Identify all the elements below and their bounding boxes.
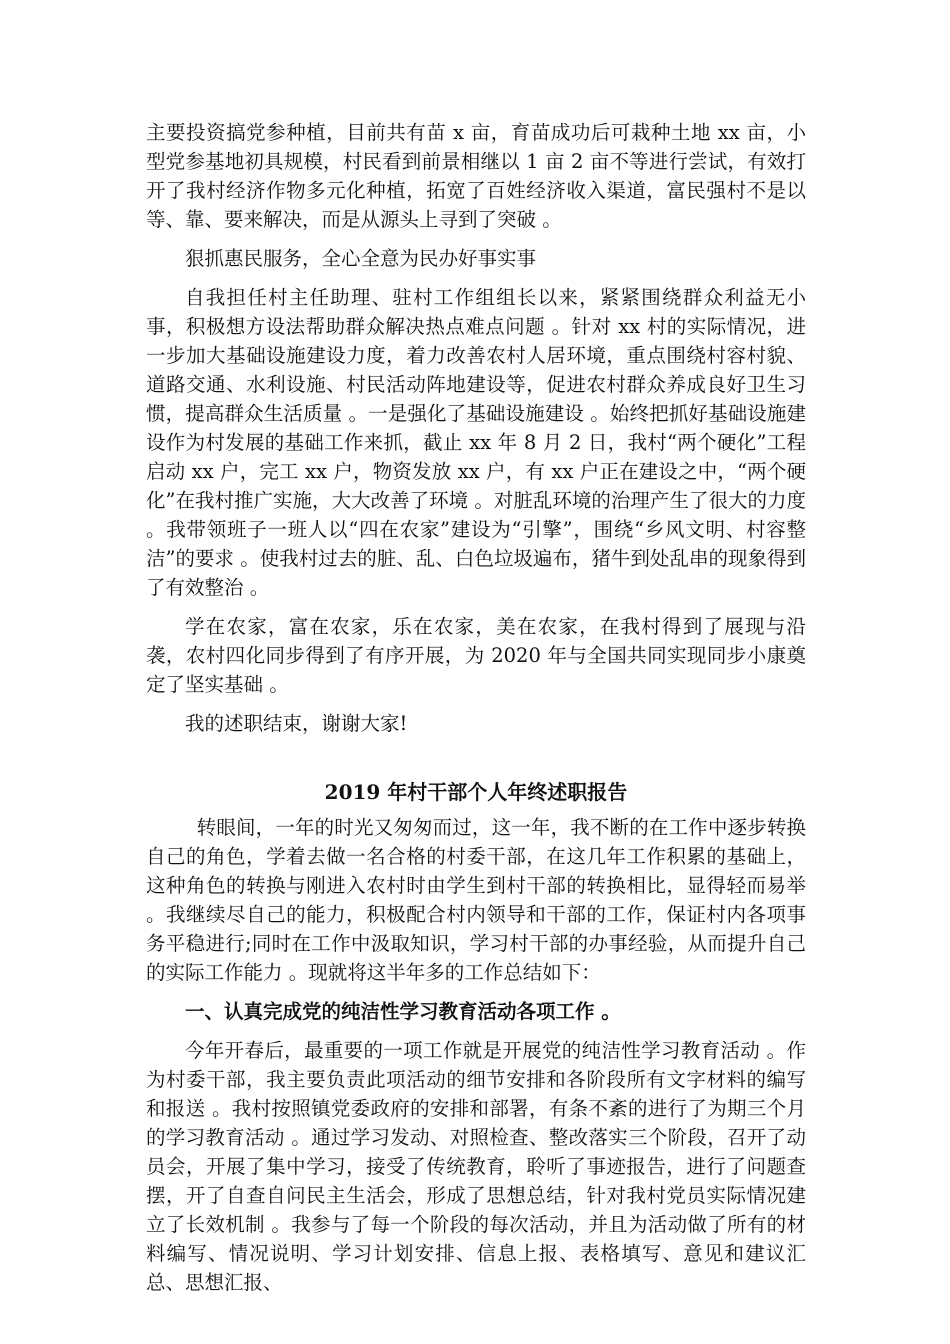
report-title: 2019 年村干部个人年终述职报告: [324, 780, 628, 804]
section-heading-1: 一、认真完成党的纯洁性学习教育活动各项工作 。: [185, 1000, 621, 1023]
paragraph-gap: [146, 1026, 806, 1036]
paragraph-introduction: 转眼间，一年的时光又匆匆而过，这一年，我不断的在工作中逐步转换自己的角色，学着去做一名合格的村委干部，在这几年工作积累的基础上，这种角色的转换与刚进入农村时由学生到村干部的转换相比，显得轻而易举 。我继续尽自己的能力，积极配合村内领导和干部的工作，保证村内各项事务平稳进行;同时在工作中汲取知识，学习村干部的办事经验，从而提升自己的实际工作能力 。现就将这半年多的工作总结如下：: [146, 816, 813, 984]
paragraph-gap: [146, 273, 806, 283]
section-gap: [146, 738, 806, 778]
paragraph-service-heading: 狠抓惠民服务，全心全意为民办好事实事: [185, 247, 537, 270]
paragraph-investment: 主要投资搞党参种植，目前共有苗 x 亩，育苗成功后可栽种土地 xx 亩，小型党参基地初具规模，村民看到前景相继以 1 亩 2 亩不等进行尝试，有效打开了我村经济作物多元化种植，拓宽了百姓经济收入渠道，富民强村不是以等、靠、要来解决，而是从源头上寻到了突破 。: [146, 121, 806, 231]
paragraph-infrastructure: 自我担任村主任助理、驻村工作组组长以来，紧紧围绕群众利益无小事，积极想方设法帮助群众解决热点难点问题 。针对 xx 村的实际情况，进一步加大基础设施建设力度，着力改善农村人居环境，重点围绕村容村貌、道路交通、水利设施、村民活动阵地建设等，促进农村群众养成良好卫生习惯，提高群众生活质量 。一是强化了基础设施建设 。始终把抓好基础设施建设作为村发展的基础工作来抓，截止 xx 年 8 月 2 日，我村“两个硬化”工程启动 xx 户，完工 xx 户，物资发放 xx 户，有 xx 户正在建设之中，“两个硬化”在我村推广实施，大大改善了环境 。对脏乱环境的治理产生了很大的力度 。我带领班子一班人以“四在农家”建设为“引擎”，围绕“乡风文明、村容整洁”的要求 。使我村过去的脏、乱、白色垃圾遍布，猪牛到处乱串的现象得到了有效整治 。: [146, 286, 813, 599]
paragraph-gap: [146, 699, 806, 709]
document-body: [146, 118, 813, 1297]
paragraph-gap: [146, 234, 806, 244]
paragraph-gap: [146, 987, 806, 997]
paragraph-party-education: 今年开春后，最重要的一项工作就是开展党的纯洁性学习教育活动 。作为村委干部，我主要负责此项活动的细节安排和各阶段所有文字材料的编写和报送 。我村按照镇党委政府的安排和部署，有条不紊的进行了为期三个月的学习教育活动 。通过学习发动、对照检查、整改落实三个阶段，召开了动员会，开展了集中学习，接受了传统教育，聆听了事迹报告，进行了问题查摆，开了自查自问民主生活会，形成了思想总结，针对我村党员实际情况建立了长效机制 。我参与了每一个阶段的每次活动，并且为活动做了所有的材料编写、情况说明、学习计划安排、信息上报、表格填写、意见和建议汇总、思想汇报、: [146, 1039, 806, 1294]
paragraph-rural-development: 学在农家，富在农家，乐在农家，美在农家，在我村得到了展现与沿袭，农村四化同步得到了有序开展，为 2020 年与全国共同实现同步小康奠定了坚实基础 。: [146, 615, 806, 696]
paragraph-closing: 我的述职结束，谢谢大家!: [185, 712, 408, 735]
paragraph-gap: [146, 602, 806, 612]
